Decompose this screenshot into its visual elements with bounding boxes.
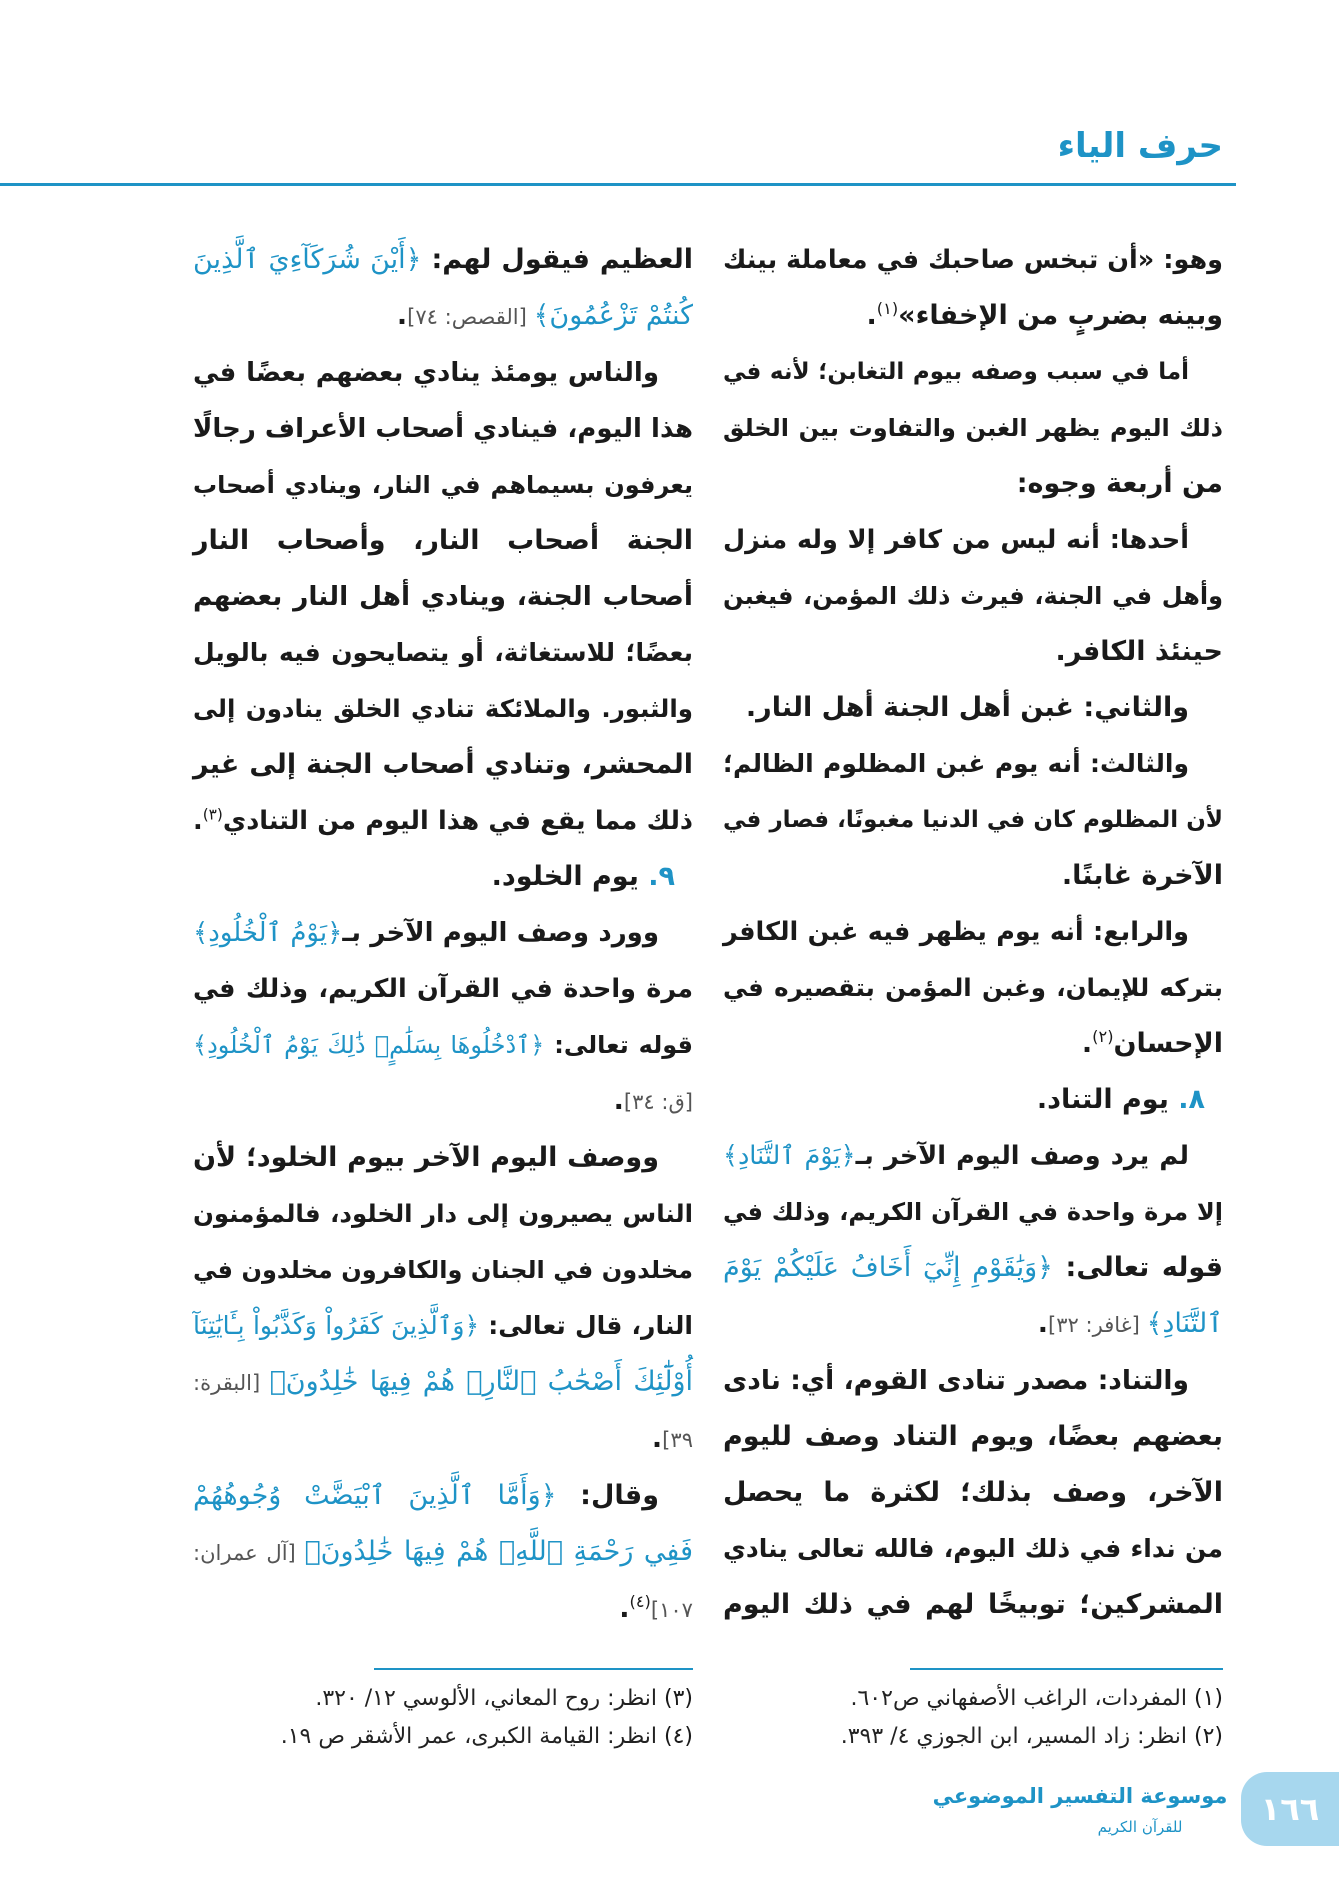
text-line xyxy=(723,1128,1223,1184)
quran-verse: ﴿وَيَٰقَوْمِ إِنِّيٓ أَخَافُ عَلَيْكُمْ يَوْمَ xyxy=(723,1252,1053,1283)
footnote-marker: (١) xyxy=(876,299,899,318)
body-text: والثبور. والملائكة تنادي الخلق ينادون إلى xyxy=(193,694,693,723)
footnote xyxy=(193,1718,693,1756)
body-text: أحدها: أنه ليس من كافر إلا وله منزل xyxy=(723,525,1189,555)
text-line xyxy=(723,736,1223,792)
footnote-marker: (٢) xyxy=(1092,1027,1114,1046)
section-number: ٨. xyxy=(1178,1084,1205,1115)
text-line xyxy=(723,680,1223,736)
text-line xyxy=(193,401,693,457)
page-number-tab xyxy=(1241,1772,1339,1846)
text-line xyxy=(193,961,693,1017)
body-text: وهو: «أن تبخس صاحبك في معاملة بينك xyxy=(723,245,1223,275)
verse-reference: [البقرة: xyxy=(193,1370,270,1395)
footnote-text: انظر: روح المعاني، الألوسي ١٢/ ٣٢٠. xyxy=(315,1686,664,1711)
text-line xyxy=(193,1524,693,1581)
body-text: . xyxy=(1081,1028,1093,1059)
text-line xyxy=(193,1298,693,1354)
logo-title: موسوعة التفسير الموضوعي xyxy=(932,1784,1228,1808)
text-line xyxy=(193,905,693,961)
text-line xyxy=(723,1521,1223,1577)
body-text: قوله تعالى: xyxy=(544,1031,694,1059)
body-text: هذا اليوم، فينادي أصحاب الأعراف رجالًا xyxy=(193,414,693,444)
body-text: وبينه بضربٍ من الإخفاء» xyxy=(898,300,1223,331)
text-line xyxy=(723,344,1223,400)
quran-verse: ﴿وَٱلَّذِينَ كَفَرُواْ وَكَذَّبُواْ بِـَٔايَٰتِنَآ xyxy=(193,1311,480,1340)
text-line xyxy=(193,288,693,345)
body-text: أما في سبب وصفه بيوم التغابن؛ لأنه في xyxy=(723,359,1189,385)
body-text: وقال: xyxy=(556,1480,659,1511)
body-text: . xyxy=(1037,1308,1048,1339)
body-text: والثالث: أنه يوم غبن المظلوم الظالم؛ xyxy=(723,749,1189,778)
text-line xyxy=(723,960,1223,1016)
body-text: والرابع: أنه يوم يظهر فيه غبن الكافر xyxy=(723,917,1189,947)
quran-verse: ﴿يَوْمُ ٱلْخُلُودِ﴾ xyxy=(193,918,343,948)
body-text: وأهل في الجنة، فيرث ذلك المؤمن، فيغبن xyxy=(723,582,1223,610)
header-rule xyxy=(0,183,1236,186)
text-line xyxy=(723,400,1223,456)
text-line xyxy=(723,1353,1223,1409)
body-text: الجنة أصحاب النار، وأصحاب النار xyxy=(193,525,693,556)
footnote-text: انظر: زاد المسير، ابن الجوزي ٤/ ٣٩٣. xyxy=(840,1724,1194,1749)
quran-verse: ٱلتَّنَادِ﴾ xyxy=(1146,1308,1223,1339)
text-line xyxy=(193,1186,693,1242)
body-text: الآخرة غابنًا. xyxy=(1061,860,1223,891)
section-title: يوم الخلود. xyxy=(491,861,649,892)
text-line xyxy=(723,1240,1223,1296)
body-text: والثاني: غبن أهل الجنة أهل النار. xyxy=(745,692,1189,723)
text-line xyxy=(723,792,1223,848)
body-text: الآخر، وصف بذلك؛ لكثرة ما يحصل xyxy=(723,1477,1223,1508)
section-number: ٩. xyxy=(648,861,675,892)
text-line xyxy=(723,904,1223,960)
body-text: ووصف اليوم الآخر بيوم الخلود؛ لأن xyxy=(193,1142,659,1173)
body-text: ذلك اليوم يظهر الغبن والتفاوت بين الخلق xyxy=(723,414,1223,442)
footnotes-right xyxy=(723,1680,1223,1756)
body-text: . xyxy=(651,1423,663,1454)
quran-verse: فَفِي رَحْمَةِ ٱللَّهِۖ هُمْ فِيهَا خَٰلِدُونَ﴾ xyxy=(304,1536,693,1567)
text-line xyxy=(193,681,693,737)
section-title: يوم التناد. xyxy=(1036,1084,1179,1115)
text-line xyxy=(723,624,1223,680)
body-text: ذلك مما يقع في هذا اليوم من التنادي xyxy=(222,806,693,836)
footnote-text: المفردات، الراغب الأصفهاني ص٦٠٢. xyxy=(850,1686,1194,1711)
footnote xyxy=(193,1680,693,1718)
body-text: . xyxy=(396,300,408,331)
text-line xyxy=(723,848,1223,904)
body-text: مخلدون في الجنان والكافرون مخلدون في xyxy=(193,1256,693,1284)
text-line xyxy=(723,1016,1223,1072)
quran-verse: ﴿ٱدْخُلُوهَا بِسَلَٰمٍۖ ذَٰلِكَ يَوْمُ ٱلْخُلُودِ﴾ xyxy=(193,1031,545,1059)
body-text: بتركه للإيمان، وغبن المؤمن بتقصيره في xyxy=(723,973,1223,1002)
header-title: حرف الياء xyxy=(1057,126,1223,166)
text-line xyxy=(723,1296,1223,1353)
body-text: مرة واحدة في القرآن الكريم، وذلك في xyxy=(193,974,693,1004)
footnote-number: (٣) xyxy=(663,1686,693,1711)
quran-verse: ﴿يَوْمَ ٱلتَّنَادِ﴾ xyxy=(723,1141,856,1171)
footnote-number: (٤) xyxy=(663,1724,693,1749)
text-line xyxy=(193,1017,693,1073)
text-line xyxy=(193,569,693,625)
footnotes-left xyxy=(193,1680,693,1756)
quran-verse: ﴿وَأَمَّا ٱلَّذِينَ ٱبْيَضَّتْ وُجُوهُهُمْ xyxy=(193,1480,557,1511)
logo-subtitle: للقرآن الكريم xyxy=(1097,1818,1183,1836)
text-line xyxy=(193,1581,693,1638)
footnote-rule-right xyxy=(910,1668,1223,1670)
verse-reference: [ق: ٣٤] xyxy=(623,1089,693,1114)
body-text: . xyxy=(193,806,203,836)
text-line xyxy=(193,1354,693,1411)
body-text: والتناد: مصدر تنادى القوم، أي: نادى xyxy=(723,1365,1189,1396)
text-line xyxy=(723,1465,1223,1521)
quran-verse: كُنتُمْ تَزْعُمُونَ﴾ xyxy=(533,300,693,331)
text-line xyxy=(723,1409,1223,1465)
right-column xyxy=(723,232,1223,1633)
body-text: من أربعة وجوه: xyxy=(1016,468,1223,499)
text-line xyxy=(723,568,1223,624)
publisher-logo xyxy=(930,1776,1230,1838)
body-text: الناس يصيرون إلى دار الخلود، فالمؤمنون xyxy=(193,1199,693,1228)
text-line xyxy=(723,1184,1223,1240)
body-text: يعرفون بسيماهم في النار، وينادي أصحاب xyxy=(193,471,693,499)
body-text: لم يرد وصف اليوم الآخر بـ xyxy=(855,1141,1189,1171)
body-text: . xyxy=(613,1085,624,1116)
text-line xyxy=(193,1242,693,1298)
body-text: بعضًا؛ للاستغاثة، أو يتصايحون فيه بالويل xyxy=(193,638,693,667)
footnote-number: (٢) xyxy=(1193,1724,1223,1749)
text-line xyxy=(723,512,1223,568)
page-number: ١٦٦ xyxy=(1260,1790,1320,1828)
body-text: أصحاب الجنة، وينادي أهل النار بعضهم xyxy=(193,581,693,612)
body-text: المشركين؛ توبيخًا لهم في ذلك اليوم xyxy=(723,1589,1223,1620)
text-line xyxy=(723,288,1223,344)
text-line xyxy=(193,1468,693,1524)
body-text: وورد وصف اليوم الآخر بـ xyxy=(342,918,659,948)
footnote-marker: (٤) xyxy=(629,1592,651,1611)
verse-reference: [القصص: ٧٤] xyxy=(407,304,534,329)
quran-verse: أُوْلَٰٓئِكَ أَصْحَٰبُ ٱلنَّارِۖ هُمْ فِيهَا خَٰلِدُونَ﴾ xyxy=(269,1366,693,1397)
text-line xyxy=(193,232,693,288)
text-line xyxy=(723,1577,1223,1633)
text-line xyxy=(193,513,693,569)
body-text: العظيم فيقول لهم: xyxy=(421,244,693,275)
text-line xyxy=(193,1411,693,1468)
body-text: بعضهم بعضًا، ويوم التناد وصف لليوم xyxy=(723,1421,1223,1452)
text-line xyxy=(193,1130,693,1186)
body-text: لأن المظلوم كان في الدنيا مغبونًا، فصار في xyxy=(723,807,1223,833)
text-line xyxy=(723,232,1223,288)
verse-reference: [آل عمران: xyxy=(193,1540,305,1565)
text-line xyxy=(193,345,693,401)
text-line xyxy=(193,793,693,849)
body-text: إلا مرة واحدة في القرآن الكريم، وذلك في xyxy=(723,1198,1223,1226)
body-text: الإحسان xyxy=(1113,1028,1223,1059)
text-line xyxy=(723,456,1223,512)
body-text: المحشر، وتنادي أصحاب الجنة إلى غير xyxy=(193,749,693,780)
body-text: قوله تعالى: xyxy=(1052,1252,1224,1283)
footnote-text: انظر: القيامة الكبرى، عمر الأشقر ص ١٩. xyxy=(280,1724,664,1749)
section-heading xyxy=(193,849,693,905)
body-text: حينئذ الكافر. xyxy=(1055,636,1223,667)
text-line xyxy=(193,737,693,793)
section-heading xyxy=(723,1072,1223,1128)
text-line xyxy=(193,625,693,681)
body-text: والناس يومئذ ينادي بعضهم بعضًا في xyxy=(193,358,659,388)
verse-reference: ١٠٧] xyxy=(650,1597,693,1622)
verse-reference: [غافر: ٣٢] xyxy=(1047,1312,1147,1337)
footnote xyxy=(723,1718,1223,1756)
body-text: . xyxy=(866,300,877,331)
body-text: من نداء في ذلك اليوم، فالله تعالى ينادي xyxy=(723,1534,1223,1563)
quran-verse: ﴿أَيْنَ شُرَكَآءِيَ ٱلَّذِينَ xyxy=(193,244,422,275)
text-line xyxy=(193,457,693,513)
body-text: النار، قال تعالى: xyxy=(479,1311,693,1340)
body-text: . xyxy=(619,1593,630,1624)
verse-reference: ٣٩] xyxy=(662,1427,693,1452)
footnote-number: (١) xyxy=(1193,1686,1223,1711)
footnote-marker: (٣) xyxy=(202,805,223,824)
left-column xyxy=(193,232,693,1638)
text-line xyxy=(193,1073,693,1130)
footnote xyxy=(723,1680,1223,1718)
footnote-rule-left xyxy=(374,1668,693,1670)
